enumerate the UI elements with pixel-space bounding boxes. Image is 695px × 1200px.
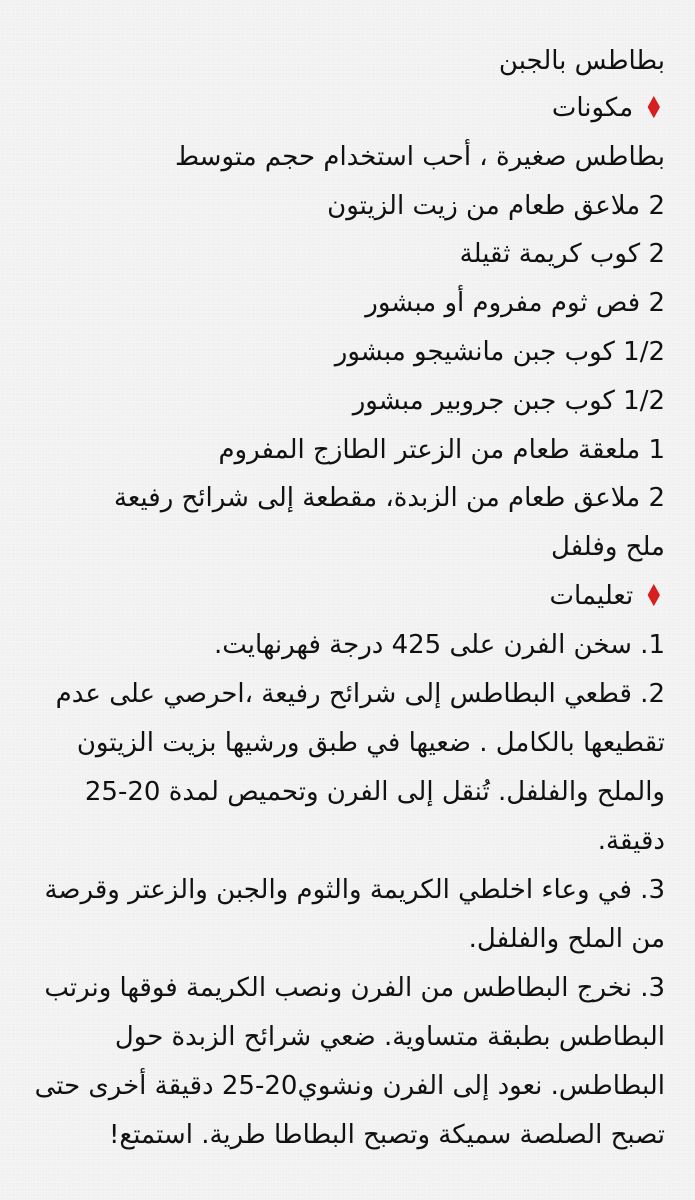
instruction-step: 1. سخن الفرن على 425 درجة فهرنهايت. <box>213 629 665 660</box>
diamond-suit-icon: ♦ <box>644 578 664 614</box>
ingredient-item: ملح وفلفل <box>550 532 665 563</box>
ingredient-item: 2 فص ثوم مفروم أو مبشور <box>365 288 665 319</box>
ingredient-item: 2 ملاعق طعام من الزبدة، مقطعة إلى شرائح رفيعة <box>113 483 665 514</box>
instruction-step: 3. نخرج البطاطس من الفرن ونصب الكريمة فوقها ونرتب البطاطس بطبقة متساوية. ضعي شرائح الزبدة حول البطاطس. نعود إلى الفرن ونشوي20-25 دقيقة أخرى حتى تصبح الصلصة سميكة وتصبح البطاطا طرية. استمتع! <box>34 972 665 1150</box>
ingredients-heading-label: مكونات <box>551 93 634 123</box>
ingredient-item: 2 ملاعق طعام من زيت الزيتون <box>327 190 665 221</box>
ingredients-heading <box>24 84 665 133</box>
instructions-heading <box>24 572 665 621</box>
ingredient-item: 1 ملعقة طعام من الزعتر الطازج المفروم <box>218 434 665 465</box>
ingredient-item: 1/2 كوب جبن جروبير مبشور <box>352 385 665 416</box>
instructions-heading-label: تعليمات <box>549 580 634 611</box>
diamond-suit-icon: ♦ <box>644 90 664 126</box>
ingredient-item: 1/2 كوب جبن مانشيجو مبشور <box>334 336 665 367</box>
ingredient-item: 2 كوب كريمة ثقيلة <box>459 239 665 270</box>
recipe-title: بطاطس بالجبن <box>498 46 665 76</box>
instruction-step: 3. في وعاء اخلطي الكريمة والثوم والجبن والزعتر وقرصة من الملح والفلفل. <box>44 874 665 954</box>
instruction-step: 2. قطعي البطاطس إلى شرائح رفيعة ،احرصي على عدم تقطيعها بالكامل . ضعيها في طبق ورشيها بزيت الزيتون والملح والفلفل. تُنقل إلى الفرن وتحميص لمدة 20-25 دقيقة. <box>55 678 665 856</box>
ingredient-item: بطاطس صغيرة ، أحب استخدام حجم متوسط <box>174 141 665 172</box>
